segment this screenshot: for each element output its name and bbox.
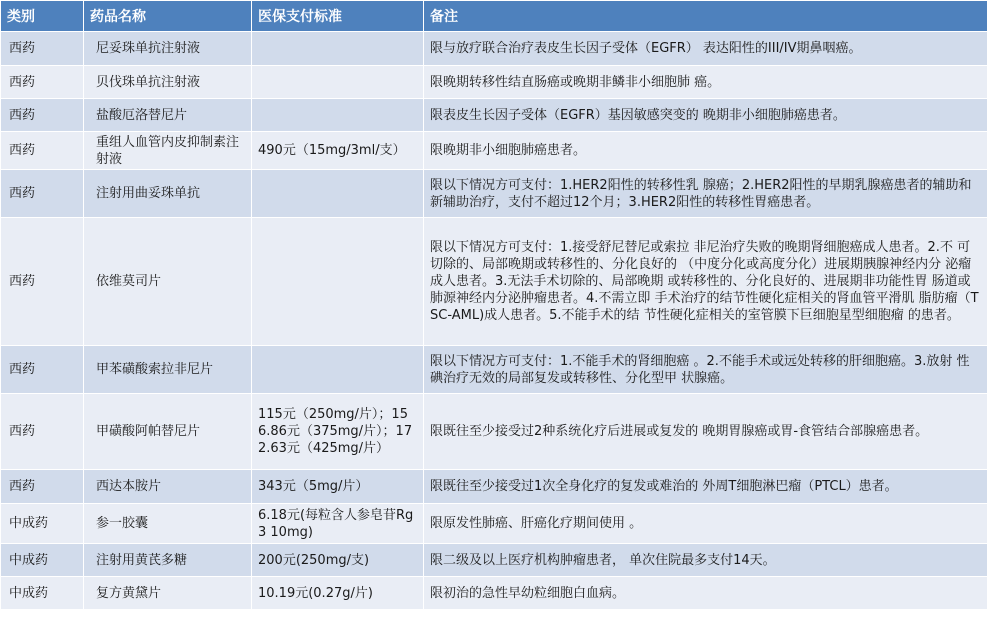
note-cell: 限原发性肺癌、肝癌化疗期间使用 。 (424, 504, 987, 544)
drug-name-cell: 参一胶囊 (84, 504, 252, 544)
drug-name-cell: 注射用曲妥珠单抗 (84, 170, 252, 218)
category-cell: 西药 (1, 66, 84, 99)
price-cell (252, 170, 424, 218)
drug-name-cell: 西达本胺片 (84, 470, 252, 504)
price-cell: 115元（250mg/片）；156.86元（375mg/片）；172.63元（425mg/片） (252, 394, 424, 470)
table-row (1, 99, 987, 132)
column-header-payment-standard: 医保支付标准 (252, 1, 424, 32)
note-cell: 限表皮生长因子受体（EGFR）基因敏感突变的 晚期非小细胞肺癌患者。 (424, 99, 987, 132)
price-cell: 490元（15mg/3ml/支） (252, 132, 424, 170)
price-cell (252, 32, 424, 66)
drug-name-cell: 尼妥珠单抗注射液 (84, 32, 252, 66)
category-cell: 西药 (1, 132, 84, 170)
note-cell: 限二级及以上医疗机构肿瘤患者， 单次住院最多支付14天。 (424, 544, 987, 577)
drug-name-cell: 注射用黄芪多糖 (84, 544, 252, 577)
category-cell: 西药 (1, 470, 84, 504)
column-header-category: 类别 (1, 1, 84, 32)
table-row (1, 132, 987, 170)
column-header-drug-name: 药品名称 (84, 1, 252, 32)
table-row (1, 504, 987, 544)
table-row (1, 170, 987, 218)
table-row (1, 470, 987, 504)
category-cell: 西药 (1, 99, 84, 132)
note-cell: 限以下情况方可支付：1.HER2阳性的转移性乳 腺癌；2.HER2阳性的早期乳腺癌患者的辅助和 新辅助治疗，支付不超过12个月；3.HER2阳性的转移性胃癌患者。 (424, 170, 987, 218)
drug-name-cell: 甲苯磺酸索拉非尼片 (84, 346, 252, 394)
price-cell: 6.18元(每粒含人参皂苷Rg3 10mg) (252, 504, 424, 544)
price-cell (252, 66, 424, 99)
drug-name-cell: 复方黄黛片 (84, 577, 252, 610)
table-row (1, 577, 987, 610)
category-cell: 西药 (1, 218, 84, 346)
note-cell: 限以下情况方可支付：1.接受舒尼替尼或索拉 非尼治疗失败的晚期肾细胞癌成人患者。2.不 可切除的、局部晚期或转移性的、分化良好的 （中度分化或高度分化）进展期胰腺神经内分 泌瘤成人患者。3.无法手术切除的、局部晚期 或转移性的、分化良好的、进展期非功能性胃 肠道或肺源神经内分泌肿瘤患者。4.不需立即 手术治疗的结节性硬化症相关的肾血管平滑肌 脂肪瘤（TSC-AML)成人患者。5.不能手术的结 节性硬化症相关的室管膜下巨细胞星型细胞瘤 的患者。 (424, 218, 987, 346)
drug-name-cell: 盐酸厄洛替尼片 (84, 99, 252, 132)
table-row (1, 346, 987, 394)
price-cell: 343元（5mg/片） (252, 470, 424, 504)
column-header-remarks: 备注 (424, 1, 987, 32)
category-cell: 中成药 (1, 577, 84, 610)
table-row (1, 66, 987, 99)
table-row (1, 218, 987, 346)
category-cell: 西药 (1, 346, 84, 394)
price-cell: 200元(250mg/支) (252, 544, 424, 577)
table-row (1, 394, 987, 470)
category-cell: 西药 (1, 394, 84, 470)
note-cell: 限既往至少接受过2种系统化疗后进展或复发的 晚期胃腺癌或胃-食管结合部腺癌患者。 (424, 394, 987, 470)
price-cell (252, 346, 424, 394)
table-row (1, 32, 987, 66)
table-header-row (1, 1, 987, 32)
drug-name-cell: 依维莫司片 (84, 218, 252, 346)
note-cell: 限晚期转移性结直肠癌或晚期非鳞非小细胞肺 癌。 (424, 66, 987, 99)
note-cell: 限晚期非小细胞肺癌患者。 (424, 132, 987, 170)
table-row (1, 544, 987, 577)
price-cell (252, 218, 424, 346)
price-cell (252, 99, 424, 132)
category-cell: 西药 (1, 170, 84, 218)
note-cell: 限与放疗联合治疗表皮生长因子受体（EGFR） 表达阳性的III/IV期鼻咽癌。 (424, 32, 987, 66)
note-cell: 限初治的急性早幼粒细胞白血病。 (424, 577, 987, 610)
category-cell: 西药 (1, 32, 84, 66)
drug-name-cell: 重组人血管内皮抑制素注射液 (84, 132, 252, 170)
note-cell: 限既往至少接受过1次全身化疗的复发或难治的 外周T细胞淋巴瘤（PTCL）患者。 (424, 470, 987, 504)
category-cell: 中成药 (1, 504, 84, 544)
note-cell: 限以下情况方可支付：1.不能手术的肾细胞癌 。2.不能手术或远处转移的肝细胞癌。3.放射 性碘治疗无效的局部复发或转移性、分化型甲 状腺癌。 (424, 346, 987, 394)
drug-name-cell: 甲磺酸阿帕替尼片 (84, 394, 252, 470)
drug-name-cell: 贝伐珠单抗注射液 (84, 66, 252, 99)
price-cell: 10.19元(0.27g/片) (252, 577, 424, 610)
category-cell: 中成药 (1, 544, 84, 577)
